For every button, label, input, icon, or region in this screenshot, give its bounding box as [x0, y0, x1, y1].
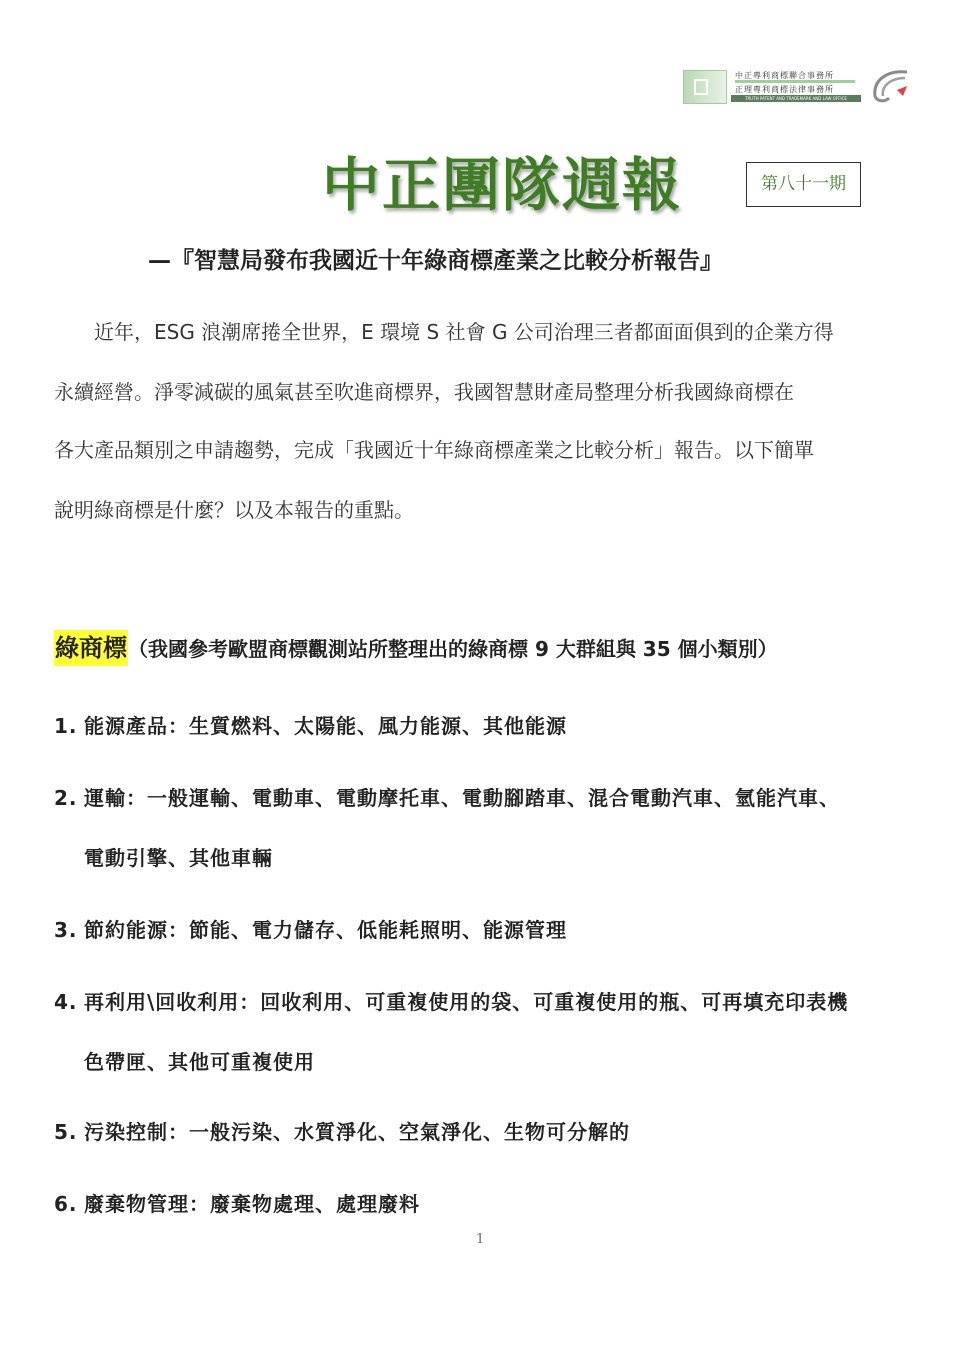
article-subtitle: —『智慧局發布我國近十年綠商標產業之比較分析報告』	[148, 248, 723, 274]
list-item	[54, 914, 567, 943]
logo-firm-name-2: 正理專利商標法律事務所	[735, 85, 834, 94]
item-continuation: 電動引擎、其他車輛	[84, 846, 273, 870]
section-heading	[54, 628, 778, 663]
item-continuation: 色帶匣、其他可重複使用	[84, 1050, 315, 1074]
firm-logo	[683, 68, 909, 104]
item-number: 6.	[54, 1192, 78, 1216]
newsletter-title: 中正團隊週報	[322, 151, 683, 219]
logo-english-name: TRUTH PATENT AND TRADEMARK AND LAW OFFICE	[731, 95, 861, 102]
page-number: 1	[476, 1232, 485, 1247]
item-text: 能源產品：生質燃料、太陽能、風力能源、其他能源	[84, 714, 567, 738]
logo-divider	[735, 80, 855, 83]
item-text: 再利用\回收利用：回收利用、可重複使用的袋、可重複使用的瓶、可再填充印表機	[84, 990, 849, 1014]
item-number: 5.	[54, 1120, 78, 1144]
logo-firm-name-1: 中正專利商標聯合事務所	[735, 71, 834, 80]
item-text: 廢棄物管理：廢棄物處理、處理廢料	[84, 1192, 420, 1216]
section-note: （我國參考歐盟商標觀測站所整理出的綠商標 9 大群組與 35 個小類別）	[128, 637, 778, 661]
item-number: 2.	[54, 786, 78, 810]
item-text: 污染控制：一般污染、水質淨化、空氣淨化、生物可分解的	[84, 1120, 630, 1144]
section-highlight: 綠商標	[54, 630, 128, 666]
logo-swoosh-icon	[867, 68, 909, 104]
item-number: 3.	[54, 918, 78, 942]
item-text: 節約能源：節能、電力儲存、低能耗照明、能源管理	[84, 918, 567, 942]
logo-emblem	[683, 70, 727, 104]
intro-line-1: 近年，ESG 浪潮席捲全世界，E 環境 S 社會 G 公司治理三者都面面俱到的企業方得	[54, 320, 834, 344]
list-item	[54, 986, 848, 1015]
item-text: 運輸：一般運輸、電動車、電動摩托車、電動腳踏車、混合電動汽車、氫能汽車、	[84, 786, 840, 810]
item-number: 1.	[54, 714, 78, 738]
list-item	[54, 1188, 420, 1217]
intro-line-2: 永續經營。淨零減碳的風氣甚至吹進商標界，我國智慧財產局整理分析我國綠商標在	[54, 380, 794, 404]
issue-badge: 第八十一期	[746, 162, 861, 207]
item-number: 4.	[54, 990, 78, 1014]
list-item	[54, 710, 567, 739]
list-item	[54, 782, 840, 811]
intro-line-3: 各大產品類別之申請趨勢，完成「我國近十年綠商標產業之比較分析」報告。以下簡單	[54, 438, 814, 462]
intro-line-4: 說明綠商標是什麼？以及本報告的重點。	[54, 498, 414, 522]
list-item	[54, 1116, 630, 1145]
